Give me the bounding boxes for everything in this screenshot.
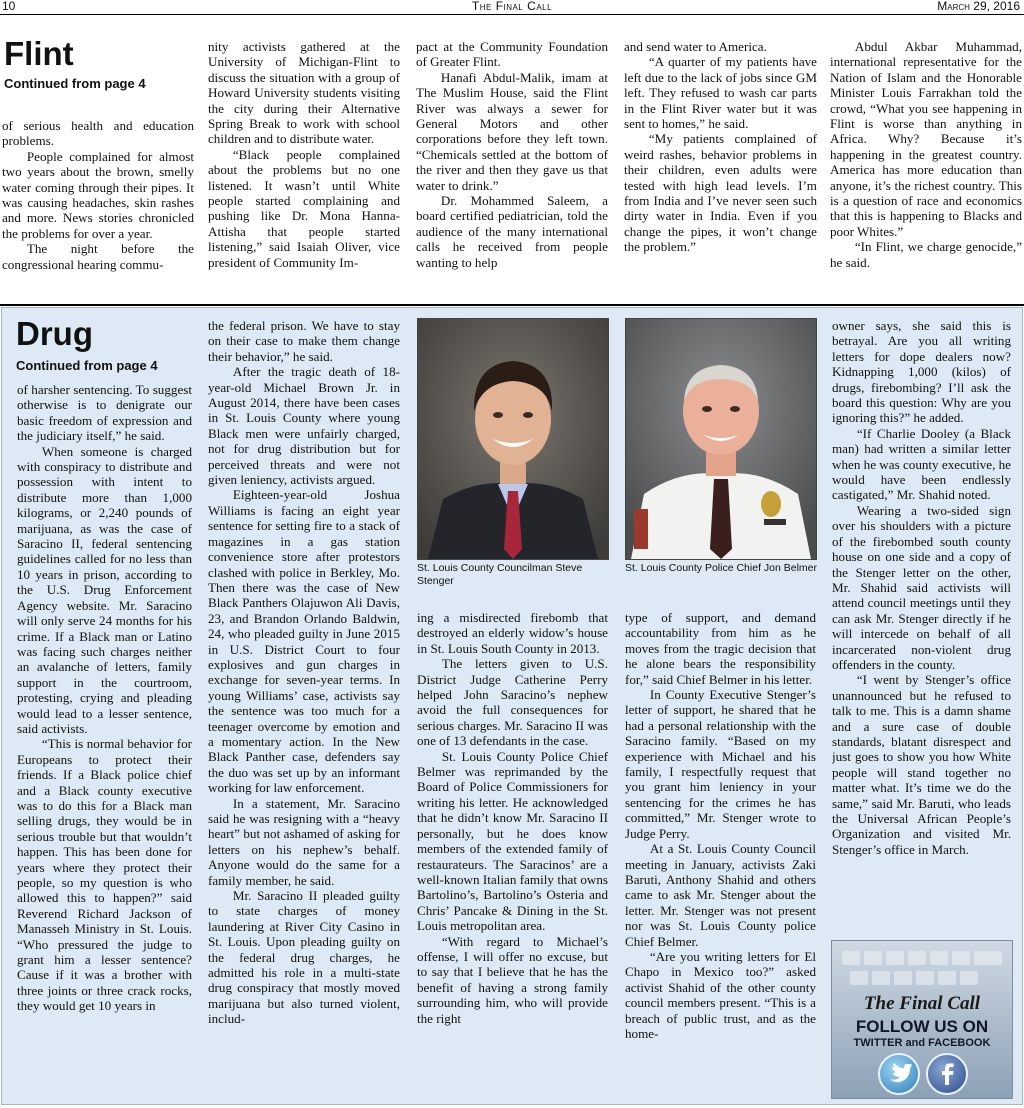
flint-continued: Continued from page 4 xyxy=(4,76,146,91)
stenger-photo-caption: St. Louis County Councilman Steve Stenger xyxy=(417,562,583,587)
paragraph: type of support, and demand accountability from him as he moves from the tragic decision that he alone bears the responsibility for,” said Chief Belmer in his letter. xyxy=(625,610,816,687)
flint-column-1 xyxy=(2,118,194,290)
paper-name: The Final Call xyxy=(471,0,553,13)
paragraph: In a statement, Mr. Saracino said he was resigning with a “heavy heart” but not ashamed of asking for letters on his nephew’s behalf. Anyone would do the same for a family member, he said. xyxy=(208,795,400,888)
paragraph: At a St. Louis County Council meeting in January, activists Zaki Baruti, Anthony Shahid and others came to ask Mr. Stenger about the letter. Mr. Stenger was not present nor was St. Louis County police Chief Belmer. xyxy=(625,841,816,949)
paragraph: pact at the Community Foundation of Greater Flint. xyxy=(416,39,608,70)
paragraph: nity activists gathered at the University of Michigan-Flint to discuss the situation with a group of Howard University students visiting the city during their Alternative Spring Break to work with school children and to distribute water. xyxy=(208,39,400,147)
flint-column-4 xyxy=(624,39,817,290)
drug-continued: Continued from page 4 xyxy=(16,358,158,373)
belmer-photo xyxy=(625,318,817,560)
paragraph: “Black people complained about the problems but no one listened. It wasn’t until White people started complaining and pushing like Dr. Mona Hanna-Attisha that people started listening,” said Isaiah Oliver, vice president of Community Im- xyxy=(208,146,400,270)
drug-column-1 xyxy=(17,382,192,1092)
promo-line-1: FOLLOW US ON xyxy=(855,1017,989,1036)
paragraph: “A quarter of my patients have left due to the lack of jobs since GM left. They refused to wash car parts in the Flint River water but it was sent to homes,” he said. xyxy=(624,54,817,132)
flint-column-3 xyxy=(416,39,608,290)
twitter-icon[interactable] xyxy=(878,1053,920,1095)
flint-headline: Flint xyxy=(4,35,74,72)
belmer-portrait-illustration xyxy=(626,319,816,559)
drug-column-5 xyxy=(832,318,1011,936)
stenger-photo xyxy=(417,318,609,560)
follow-us-promo[interactable] xyxy=(831,940,1013,1099)
paragraph: “Are you writing letters for El Chapo in Mexico too?” asked activist Shahid of the other county council members present. “This is a breach of public trust, and as the home- xyxy=(625,948,816,1041)
paragraph: When someone is charged with conspiracy to distribute and possession with intent to distribute more than 1,000 kilograms, or 2,240 pounds of marijuana, as was the case of Saracino II, federal sentencing guidelines called for no less than 10 years in prison, according to the U.S. Drug Enforcement Agency website. Mr. Saracino will only serve 24 months for his crime. If a Black man or Latino was facing such charges neither an avalanche of letters, family support in the courtroom, protesting, crying and pleading would lead to a lesser sentence, said activists. xyxy=(17,443,192,736)
paragraph: Mr. Saracino II pleaded guilty to state charges of money laundering at River City Casino in St. Louis. Upon pleading guilty on the federal drug charges, he admitted his role in a multi-state drug conspiracy that mostly moved marijuana but also turned violent, includ- xyxy=(208,888,400,1027)
final-call-logo: The Final Call xyxy=(863,993,981,1014)
paragraph: St. Louis County Police Chief Belmer was reprimanded by the Board of Police Commissioners for writing his letter. He acknowledged that he didn’t know Mr. Saracino II personally, but he does know members of the extended family of restaurateurs. The Saracinos’ are a well-known Italian family that owns Bartolino’s, Bartolino’s Osteria and Chris’ Pancake & Dining in the St. Louis metropolitan area. xyxy=(417,748,608,934)
paragraph: “This is normal behavior for Europeans to protect their friends. If a Black police chief and a Black county executive was to do this for a Black man selling drugs, they would be in serious trouble but that wouldn’t happen. This has been done for years where they protect their people, so my question is who allowed this to happen?” said Reverend Richard Jackson of Manasseh Ministry in St. Louis. “Who pressured the judge to grant him a lesser sentence? Cause if it was a brother with three joints or three crack rocks, they would get 10 years in xyxy=(17,736,192,1014)
paragraph: “My patients complained of weird rashes, behavior problems in their children, even adults were tested with high lead levels. I’m from India and I’ve never seen such dirty water in India. Even if you change the pipes, it won’t change the problem.” xyxy=(624,131,817,255)
belmer-photo-caption: St. Louis County Police Chief Jon Belmer xyxy=(625,562,818,574)
paragraph: owner says, she said this is betrayal. Are you all writing letters for dope dealers now? Kidnapping 1,000 (kilos) of drugs, firebombing? I’ll ask the board this question: Why are you ignoring this?” he added. xyxy=(832,318,1011,426)
paragraph: After the tragic death of 18-year-old Michael Brown Jr. in August 2014, there have been cases in St. Louis County where young Black men were unfairly charged, not for drug distribution but for perceived threats and were not given leniency, activists argued. xyxy=(208,364,400,488)
paragraph: Hanafi Abdul-Malik, imam at The Muslim House, said the Flint River was always a sewer for General Motors and other corporations before they left town. “Chemicals settled at the bottom of the river and then they gave us that water to drink.” xyxy=(416,69,608,193)
paragraph: “In Flint, we charge genocide,” he said. xyxy=(830,239,1022,270)
facebook-icon[interactable] xyxy=(926,1053,968,1095)
drug-column-2 xyxy=(208,318,400,1092)
page-number: 10 xyxy=(2,0,16,13)
drug-headline: Drug xyxy=(16,315,93,352)
flint-column-5 xyxy=(830,39,1022,290)
flint-column-2 xyxy=(208,39,400,290)
paragraph: Abdul Akbar Muhammad, international representative for the Nation of Islam and the Honorable Minister Louis Farrakhan told the crowd, “What you see happening in Flint is worse than anything in Africa. Why? Because it’s happening in the greatest country. America has more education than anyone, it’s the richest country. This is a question of race and economics that this is happening to Blacks and poor Whites.” xyxy=(830,39,1022,239)
drug-column-3 xyxy=(417,610,608,1092)
paragraph: The night before the congressional hearing commu- xyxy=(2,241,194,272)
paragraph: In County Executive Stenger’s letter of support, he shared that he had a personal relationship with the Saracino family. “Based on my experience with Michael and his family, I respectfully request that you grant him leniency in your sentencing for the crimes he has committed,” Mr. Stenger wrote to Judge Perry. xyxy=(625,687,816,841)
paragraph: People complained for almost two years about the brown, smelly water coming through their pipes. It was causing headaches, skin rashes and more. News stories chronicled the problems for over a year. xyxy=(2,148,194,241)
paragraph: the federal prison. We have to stay on their case to make them change their behavior,” he said. xyxy=(208,318,400,364)
paragraph: Wearing a two-sided sign over his shoulders with a picture of the firebombed south county house on one side and a copy of the Stenger letter on the other, Mr. Shahid said activists will attend council meetings until they can ask Mr. Stenger directly if he will intercede on behalf of all incarcerated non-violent drug offenders in the county. xyxy=(832,502,1011,672)
issue-date: March 29, 2016 xyxy=(937,0,1020,13)
paragraph: of harsher sentencing. To suggest otherwise is to denigrate our basic freedom of expression and the judiciary itself,” he said. xyxy=(17,382,192,444)
paragraph: ing a misdirected firebomb that destroyed an elderly widow’s house in St. Louis South County in 2013. xyxy=(417,610,608,656)
paragraph: Dr. Mohammed Saleem, a board certified pediatrician, told the audience of the many international calls he received from people wanting to help xyxy=(416,193,608,270)
paragraph: “I went by Stenger’s office unannounced but he refused to talk to me. This is a damn shame and a sure case of double standards, blatant disrespect and just goes to show you how White people will stand together no matter what. It’s time we do the same,” said Mr. Baruti, who leads the Universal African People’s Organization and visited Mr. Stenger’s office in March. xyxy=(832,672,1011,857)
paragraph: “If Charlie Dooley (a Black man) had written a similar letter when he was county executive, he would have been endlessly castigated,” Mr. Shahid noted. xyxy=(832,425,1011,503)
paragraph: The letters given to U.S. District Judge Catherine Perry helped John Saracino’s nephew avoid the full consequences for serious charges. Mr. Saracino II was one of 13 defendants in the case. xyxy=(417,656,608,749)
paragraph: and send water to America. xyxy=(624,39,767,54)
paragraph: of serious health and education problems. xyxy=(2,118,194,149)
paragraph: “With regard to Michael’s offense, I will offer no excuse, but to say that I believe that he has the benefit of having a strong family surrounding him, who will provide the right xyxy=(417,933,608,1026)
page-header xyxy=(0,0,1024,15)
drug-column-4 xyxy=(625,610,816,1092)
promo-line-2: TWITTER and FACEBOOK xyxy=(853,1037,991,1049)
paragraph: Eighteen-year-old Joshua Williams is facing an eight year sentence for setting fire to a stack of magazines in a gas station convenience store after protestors clashed with police in Berkley, Mo. Then there was the case of New Black Panthers Olajuwon Ali Davis, 23, and Brandon Orlando Baldwin, 24, who pleaded guilty in June 2015 in U.S. District Court to four explosives and gun charges in exchange for seven-year terms. In young Williams’ case, activists say the sentence was too much for a teenager overcome by emotion and a momentary action. In the New Black Panther case, defenders say the duo was set up by an informant working for law enforcement. xyxy=(208,487,400,796)
stenger-portrait-illustration xyxy=(418,319,608,559)
section-divider xyxy=(0,304,1024,306)
